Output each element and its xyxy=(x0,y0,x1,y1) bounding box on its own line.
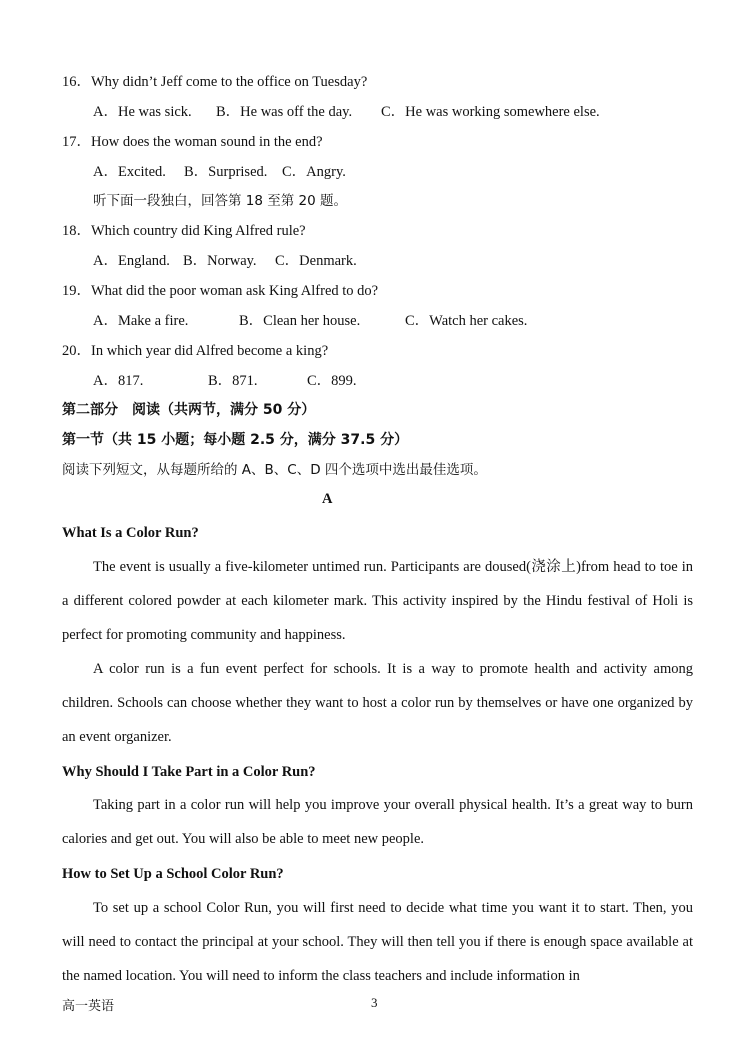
option-b: B．Norway. xyxy=(183,253,257,269)
passage-paragraph-1 xyxy=(62,550,693,653)
question-20-stem: 20．In which year did Alfred become a king? xyxy=(62,343,329,359)
passage-paragraph-2 xyxy=(62,652,693,755)
option-c: C．Angry. xyxy=(282,164,346,180)
paragraph-text: To set up a school Color Run, you will first need to decide what time you want it to start. Then, you will need to contact the principal at your school. They will then tell you if there is enough space available at the named location. You will need to inform the class teachers and include information in xyxy=(62,900,693,985)
option-a: A．Make a fire. xyxy=(93,313,189,329)
part2-title: 第二部分 阅读（共两节，满分 50 分） xyxy=(62,402,316,418)
section1-instruction: 阅读下列短文，从每题所给的 A、B、C、D 四个选项中选出最佳选项。 xyxy=(62,462,487,478)
monologue-instruction: 听下面一段独白，回答第 18 至第 20 题。 xyxy=(93,193,348,209)
paragraph-text: A color run is a fun event perfect for schools. It is a way to promote health and activity among children. Schools can choose whether they want to host a color run by themselves or have one organized by an event organizer. xyxy=(62,661,693,746)
question-16-options xyxy=(93,102,600,122)
section1-title: 第一节（共 15 小题；每小题 2.5 分，满分 37.5 分） xyxy=(62,432,409,448)
question-16-stem: 16．Why didn’t Jeff come to the office on Tuesday? xyxy=(62,74,368,90)
option-c: C．899. xyxy=(307,373,357,389)
question-19-options xyxy=(93,311,527,331)
option-c: C．He was working somewhere else. xyxy=(381,104,600,120)
option-c: C．Denmark. xyxy=(275,253,357,269)
page-number: 3 xyxy=(371,995,378,1010)
passage-paragraph-4 xyxy=(62,891,693,994)
option-a: A．He was sick. xyxy=(93,104,192,120)
option-c: C．Watch her cakes. xyxy=(405,313,528,329)
question-17-options xyxy=(93,162,346,182)
question-17-stem: 17．How does the woman sound in the end? xyxy=(62,134,323,150)
passage-paragraph-3 xyxy=(62,788,693,856)
question-18-options xyxy=(93,251,357,271)
passage-heading-2: Why Should I Take Part in a Color Run? xyxy=(62,764,316,780)
option-b: B．871. xyxy=(208,373,258,389)
option-b: B．Clean her house. xyxy=(239,313,361,329)
footer-subject: 高一英语 xyxy=(62,999,115,1014)
paragraph-text: The event is usually a five-kilometer untimed run. Participants are doused(浇涂上)from head to toe in a different colored powder at each kilometer mark. This activity inspired by the Hindu festival of Holi is perfect for promoting community and happiness. xyxy=(62,559,693,644)
question-18-stem: 18．Which country did King Alfred rule? xyxy=(62,223,306,239)
passage-heading-3: How to Set Up a School Color Run? xyxy=(62,866,284,882)
option-a: A．817. xyxy=(93,373,144,389)
option-a: A．Excited. xyxy=(93,164,166,180)
passage-heading-1: What Is a Color Run? xyxy=(62,525,199,541)
option-a: A．England. xyxy=(93,253,170,269)
question-19-stem: 19．What did the poor woman ask King Alfred to do? xyxy=(62,283,379,299)
question-20-options xyxy=(93,371,357,391)
paragraph-text: Taking part in a color run will help you improve your overall physical health. It’s a great way to burn calories and get out. You will also be able to meet new people. xyxy=(62,797,693,848)
passage-label: A xyxy=(322,491,333,507)
option-b: B．He was off the day. xyxy=(216,104,353,120)
option-b: B．Surprised. xyxy=(184,164,268,180)
